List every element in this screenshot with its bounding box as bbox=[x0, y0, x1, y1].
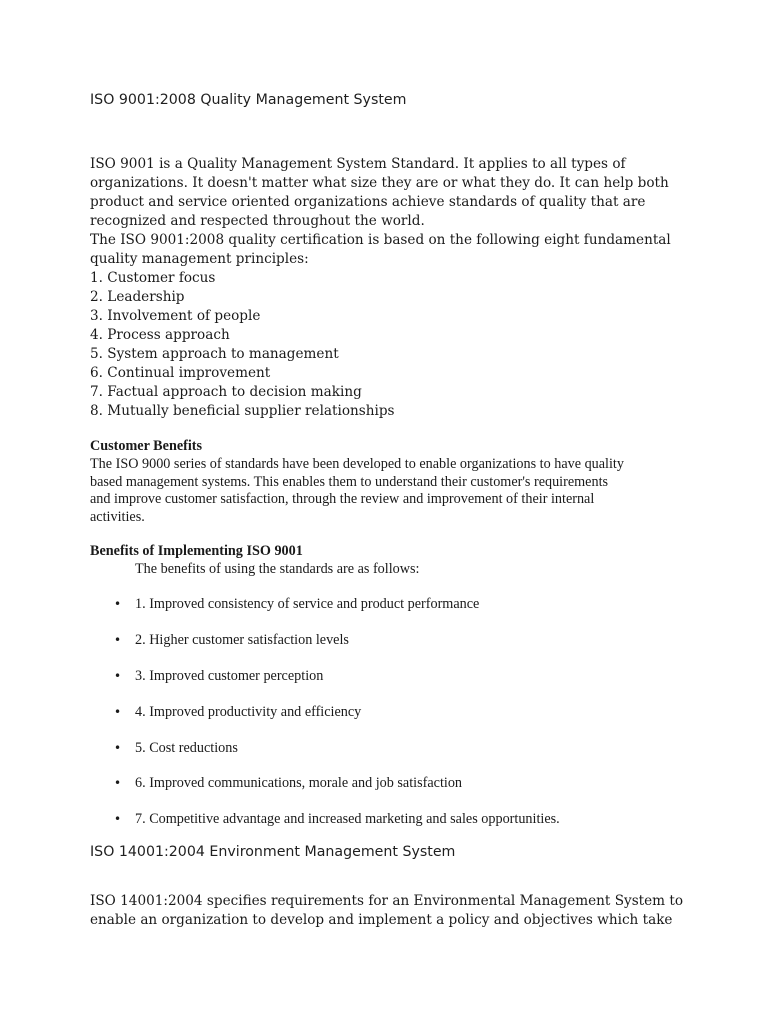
benefit-bullet-item bbox=[114, 740, 238, 758]
benefit-text: 4. Improved productivity and efficiency bbox=[135, 704, 362, 720]
benefit-bullet-item bbox=[114, 811, 560, 829]
bullet-icon: • bbox=[114, 776, 122, 790]
implementing-benefits-heading: Benefits of Implementing ISO 9001 bbox=[90, 543, 303, 559]
principle-item: 6. Continual improvement bbox=[90, 365, 271, 381]
paragraph-line: The ISO 9000 series of standards have been developed to enable organizations to have quality bbox=[90, 456, 624, 472]
intro-line: quality management principles: bbox=[90, 251, 309, 267]
section-title: ISO 14001:2004 Environment Management System bbox=[90, 844, 456, 860]
bullet-icon: • bbox=[114, 633, 122, 647]
section2-paragraph bbox=[90, 892, 683, 930]
benefit-bullet-item bbox=[114, 704, 361, 722]
benefit-text: 6. Improved communications, morale and job satisfaction bbox=[135, 775, 463, 791]
paragraph-line: based management systems. This enables them to understand their customer's requirements bbox=[90, 473, 609, 490]
benefits-intro-text: The benefits of using the standards are as follows: bbox=[135, 561, 420, 577]
benefit-text: 5. Cost reductions bbox=[135, 740, 238, 756]
paragraph-line: enable an organization to develop and implement a policy and objectives which take bbox=[90, 912, 673, 928]
bullet-icon: • bbox=[114, 741, 122, 755]
principle-item: 8. Mutually beneficial supplier relationships bbox=[90, 403, 395, 419]
principle-item: 7. Factual approach to decision making bbox=[90, 384, 362, 400]
principle-item: 4. Process approach bbox=[90, 327, 230, 343]
bullet-icon: • bbox=[114, 597, 122, 611]
benefit-text: 7. Competitive advantage and increased marketing and sales opportunities. bbox=[135, 811, 560, 827]
benefit-text: 2. Higher customer satisfaction levels bbox=[135, 632, 349, 648]
benefit-bullet-item bbox=[114, 668, 323, 686]
paragraph-line: ISO 14001:2004 specifies requirements for an Environmental Management System to bbox=[90, 893, 684, 909]
benefit-text: 3. Improved customer perception bbox=[135, 668, 324, 684]
paragraph-line: and improve customer satisfaction, through the review and improvement of their internal bbox=[90, 491, 595, 507]
principle-item: 3. Involvement of people bbox=[90, 308, 261, 324]
benefit-bullet-item bbox=[114, 632, 349, 650]
intro-line: recognized and respected throughout the world. bbox=[90, 213, 425, 229]
benefit-text: 1. Improved consistency of service and product performance bbox=[135, 596, 480, 612]
benefit-bullet-item bbox=[114, 775, 462, 793]
bullet-icon: • bbox=[114, 705, 122, 719]
intro-line: product and service oriented organizations achieve standards of quality that are bbox=[90, 194, 646, 210]
customer-benefits-paragraph bbox=[90, 456, 624, 526]
principle-item: 1. Customer focus bbox=[90, 270, 216, 286]
intro-line: The ISO 9001:2008 quality certification is based on the following eight fundamental bbox=[90, 232, 671, 248]
intro-line: organizations. It doesn't matter what size they are or what they do. It can help both bbox=[90, 175, 669, 191]
bullet-icon: • bbox=[114, 812, 122, 826]
intro-line: ISO 9001 is a Quality Management System Standard. It applies to all types of bbox=[90, 156, 626, 172]
benefit-bullet-item bbox=[114, 596, 479, 614]
customer-benefits-heading: Customer Benefits bbox=[90, 438, 203, 454]
paragraph-line: activities. bbox=[90, 508, 145, 525]
principle-item: 5. System approach to management bbox=[90, 346, 339, 362]
intro-paragraph bbox=[90, 155, 671, 421]
bullet-icon: • bbox=[114, 669, 122, 683]
document-title: ISO 9001:2008 Quality Management System bbox=[90, 92, 407, 108]
principle-item: 2. Leadership bbox=[90, 289, 185, 305]
